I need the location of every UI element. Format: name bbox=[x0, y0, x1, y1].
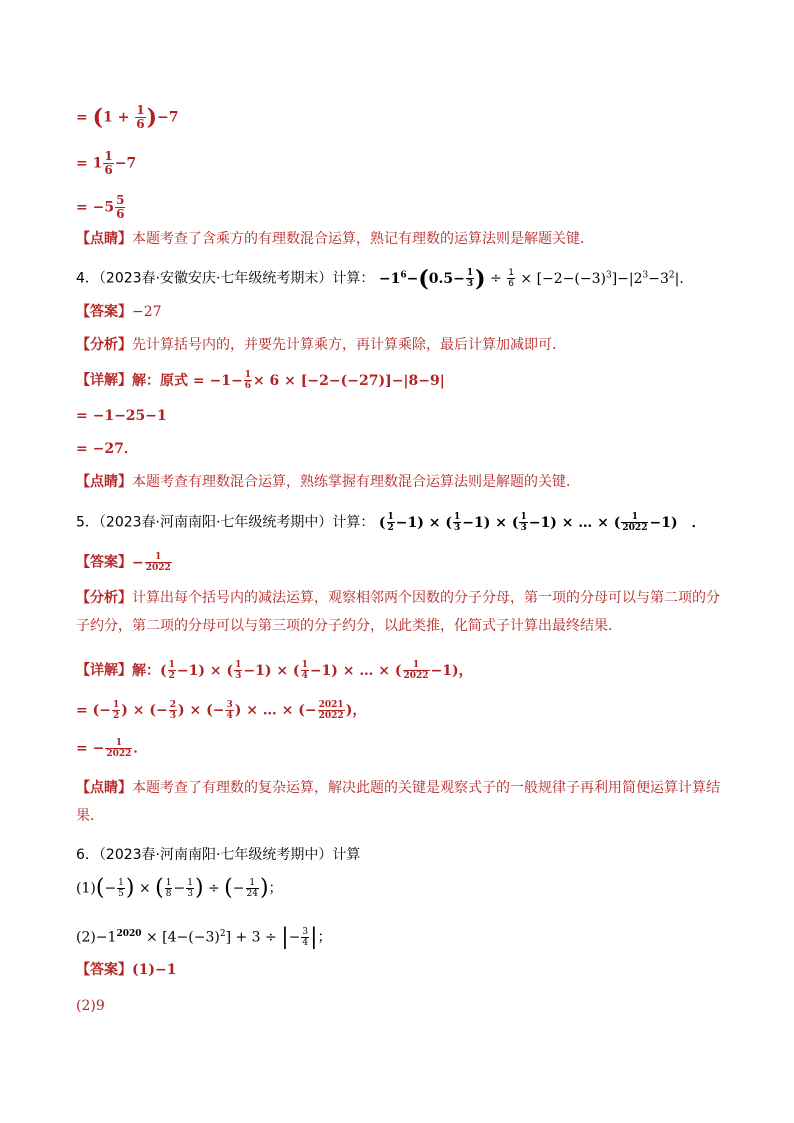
q4-header: 4．（2023春·安徽安庆·七年级统考期末）计算： $-1^6-(0.5-$ $\frac{1}{3}$ ) ÷ $\frac{1}{6}$ × $[-2-(-3)^3]-|2^3-3^2|$． bbox=[76, 265, 694, 292]
q6-header: 6．（2023春·河南南阳·七年级统考期中）计算 bbox=[76, 847, 361, 863]
q5-header: 5．（2023春·河南南阳·七年级统考期中）计算： ( $\frac{1}{2}$ −1) × ( $\frac{1}{3}$ −1) × ( $\frac{1}{3}$ −1) × … × ( $\frac{1}{2022}$ −1) ． bbox=[76, 512, 706, 533]
q4-answer: 【答案】−27 bbox=[76, 304, 162, 320]
q4-step-2: = −1−25−1 bbox=[76, 408, 167, 424]
top-step-2: = 1 $\frac{1}{6}$ −7 bbox=[76, 149, 137, 177]
q4-detail: 【详解】解：原式 = −1− $\frac{1}{6}$ × 6 × [−2−(−27)]−|8−9| bbox=[76, 370, 445, 391]
q6-answer: 【答案】(1)−1 bbox=[76, 962, 177, 978]
q5-detail: 【详解】解：( $\frac{1}{2}$ −1) × ( $\frac{1}{3}$ −1) × ( $\frac{1}{4}$ −1) × … × ( $\frac{1}{2022}$ −1)， bbox=[76, 660, 473, 681]
q6-part-2: $(2)-1^{2020} \times [4-(-3)^2] + 3$ ÷ |− $\frac{3}{4}$ |； bbox=[76, 924, 332, 950]
q5-answer: 【答案】− $\frac{1}{2022}$ bbox=[76, 552, 171, 573]
q6-part-1: (1)(− $\frac{1}{5}$ ) × ( $\frac{1}{8}$ − $\frac{1}{3}$ ) ÷ (− $\frac{1}{24}$ )； bbox=[76, 875, 283, 901]
q4-analysis: 【分析】先计算括号内的，并要先计算乘方，再计算乘除，最后计算加减即可． bbox=[76, 337, 566, 353]
top-step-1: = (1 + $\frac{1}{6}$ )−7 bbox=[76, 103, 179, 131]
top-comment: 【点睛】本题考查了含乘方的有理数混合运算，熟记有理数的运算法则是解题关键． bbox=[76, 231, 594, 247]
top-step-3: = −5 $\frac{5}{6}$ bbox=[76, 193, 125, 221]
q5-analysis: 【分析】计算出每个括号内的减法运算，观察相邻两个因数的分子分母，第一项的分母可以与第二项的分子约分，第二项的分母可以与第三项的分子约分，以此类推，化简式子计算出最终结果． bbox=[76, 590, 720, 634]
q5-step-2: = (− $\frac{1}{2}$ ) × (− $\frac{2}{3}$ ) × (− $\frac{3}{4}$ ) × … × (− $\frac{2021}{2022}$ )， bbox=[76, 700, 367, 721]
q5-step-3: = − $\frac{1}{2022}$ ． bbox=[76, 738, 148, 759]
q6-answer-2: (2)9 bbox=[76, 998, 105, 1014]
q4-step-3: = −27． bbox=[76, 441, 138, 457]
q5-comment: 【点睛】本题考查了有理数的复杂运算，解决此题的关键是观察式子的一般规律子再利用简便运算计算结果． bbox=[76, 780, 720, 824]
q4-comment: 【点睛】本题考查有理数混合运算，熟练掌握有理数混合运算法则是解题的关键． bbox=[76, 474, 580, 490]
